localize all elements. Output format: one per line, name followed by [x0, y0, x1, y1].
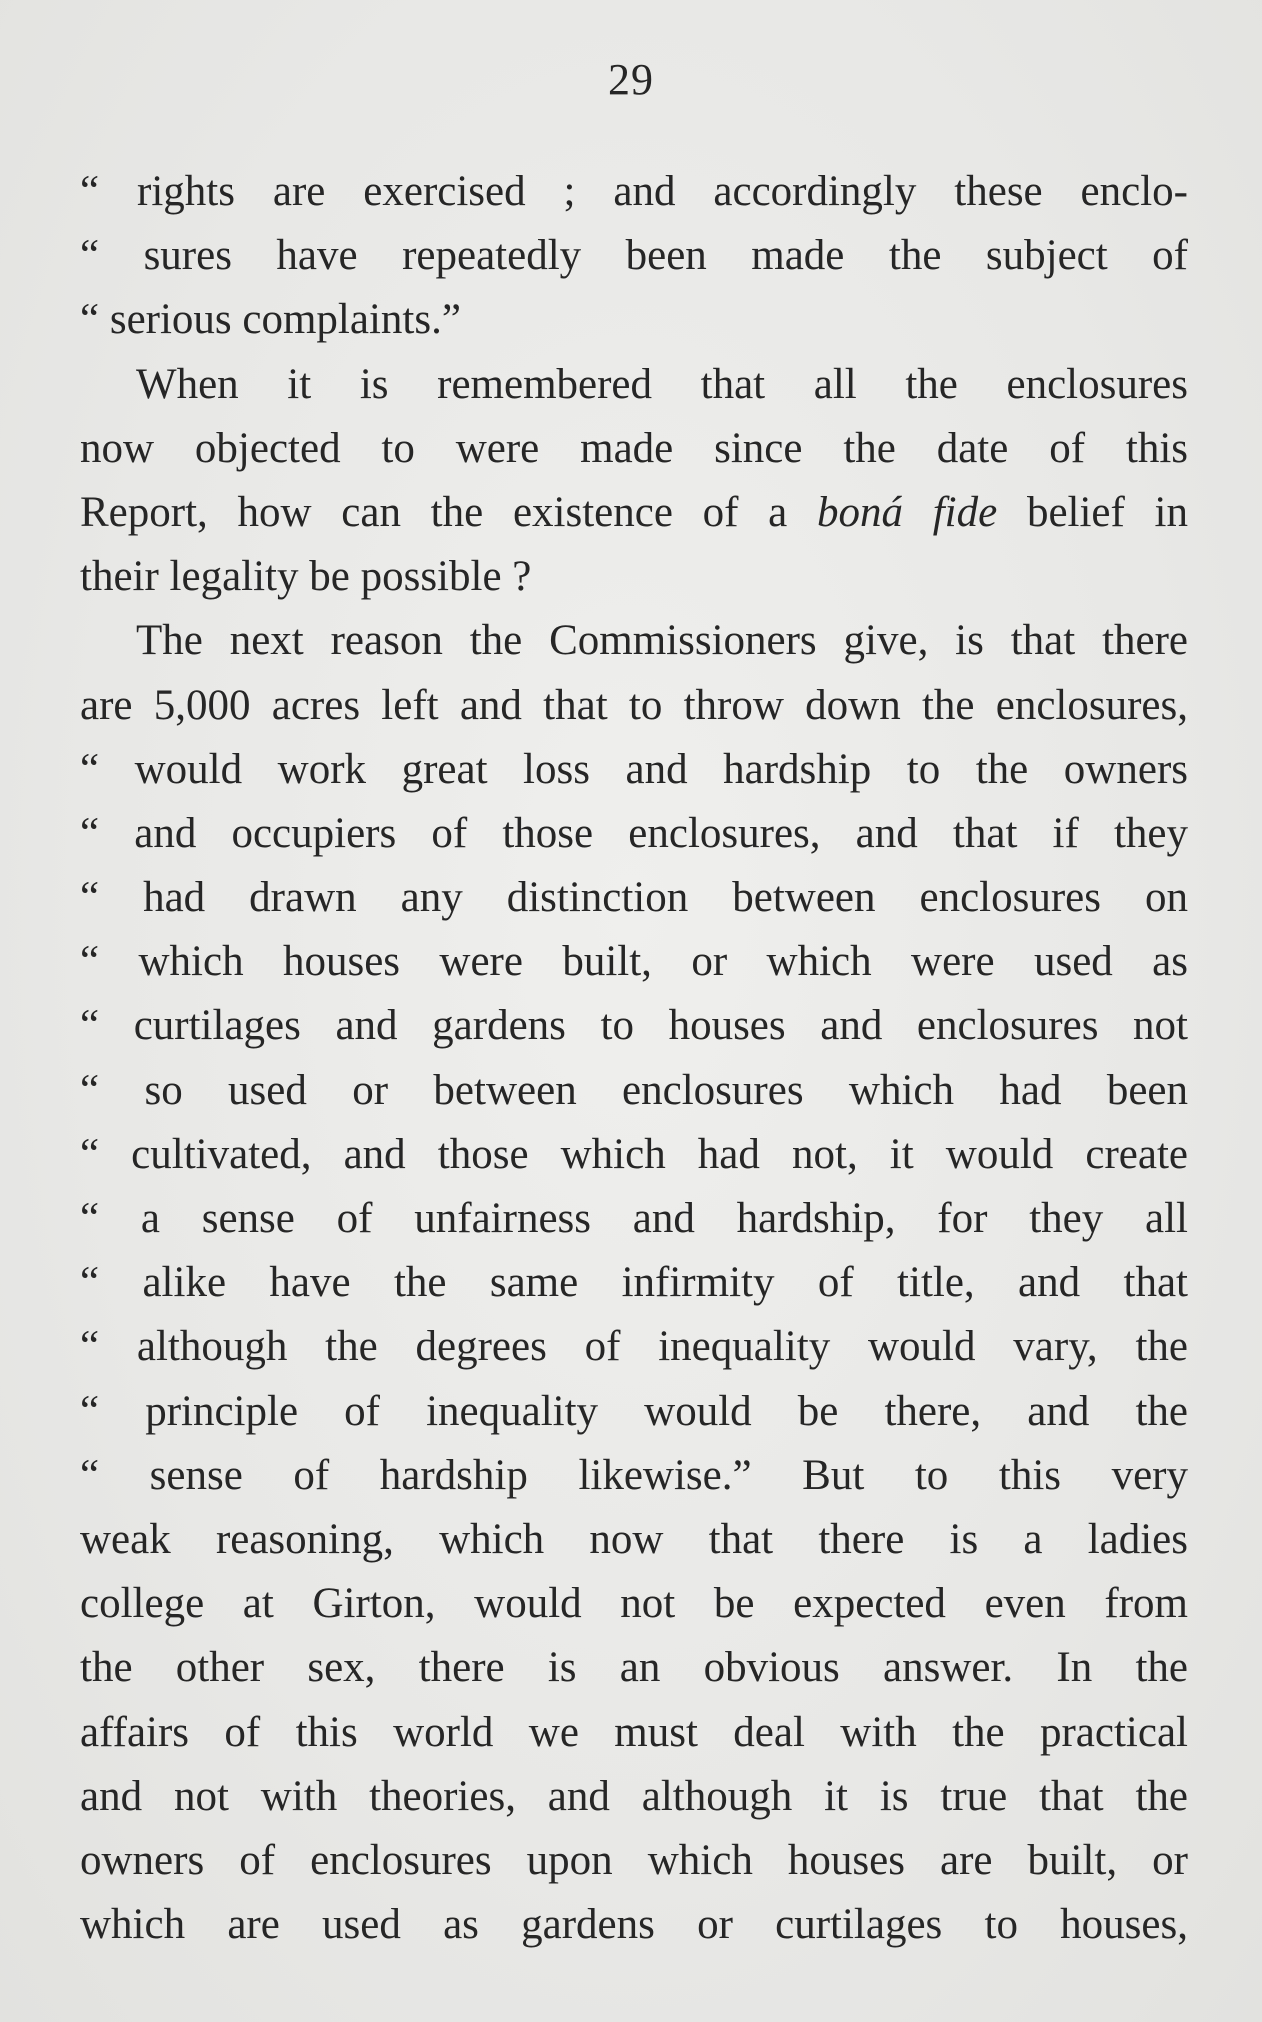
italic-phrase: boná fide — [817, 488, 998, 536]
text-segment: belief in — [997, 488, 1188, 536]
text-line: “ sures have repeatedly been made the subject of — [80, 232, 1188, 280]
text-line: When it is remembered that all the enclosures — [136, 360, 1188, 408]
text-line — [80, 481, 1188, 545]
text-line: “ rights are exercised ; and accordingly these enclo- — [80, 168, 1188, 215]
text-line: “ curtilages and gardens to houses and enclosures not — [80, 1002, 1188, 1050]
text-line: “ a sense of unfairness and hardship, for they all — [80, 1195, 1188, 1242]
text-line: “ principle of inequality would be there, and the — [80, 1387, 1188, 1435]
text-segment: Report, how can the existence of a — [80, 488, 817, 536]
text-line: “ which houses were built, or which were used as — [80, 938, 1188, 986]
text-line: “ had drawn any distinction between enclosures on — [80, 874, 1188, 922]
text-line: the other sex, there is an obvious answer. In the — [80, 1644, 1188, 1692]
text-line: “ would work great loss and hardship to the owners — [80, 745, 1188, 793]
page-number: 29 — [608, 55, 654, 104]
text-line: “ and occupiers of those enclosures, and that if they — [80, 809, 1188, 857]
text-line: are 5,000 acres left and that to throw down the enclosures, — [80, 681, 1188, 729]
text-line: weak reasoning, which now that there is a ladies — [80, 1515, 1188, 1563]
text-line: The next reason the Commissioners give, is that there — [136, 617, 1188, 665]
text-line: “ serious complaints.” — [80, 296, 461, 344]
text-line: now objected to were made since the date of this — [80, 424, 1188, 472]
text-line: “ although the degrees of inequality would vary, the — [80, 1323, 1188, 1371]
text-line: “ alike have the same infirmity of title, and that — [80, 1259, 1188, 1307]
text-line: which are used as gardens or curtilages to houses, — [80, 1901, 1188, 1949]
text-line: college at Girton, would not be expected even from — [80, 1580, 1188, 1628]
text-line: owners of enclosures upon which houses are built, or — [80, 1836, 1188, 1884]
text-line: “ sense of hardship likewise.” But to this very — [80, 1451, 1188, 1499]
text-line: affairs of this world we must deal with the practical — [80, 1708, 1188, 1756]
text-line: “ cultivated, and those which had not, it would create — [80, 1130, 1188, 1178]
text-line: their legality be possible ? — [80, 553, 532, 601]
text-line: and not with theories, and although it is true that the — [80, 1772, 1188, 1820]
body-text — [80, 160, 1188, 1957]
text-line: “ so used or between enclosures which had been — [80, 1066, 1188, 1114]
